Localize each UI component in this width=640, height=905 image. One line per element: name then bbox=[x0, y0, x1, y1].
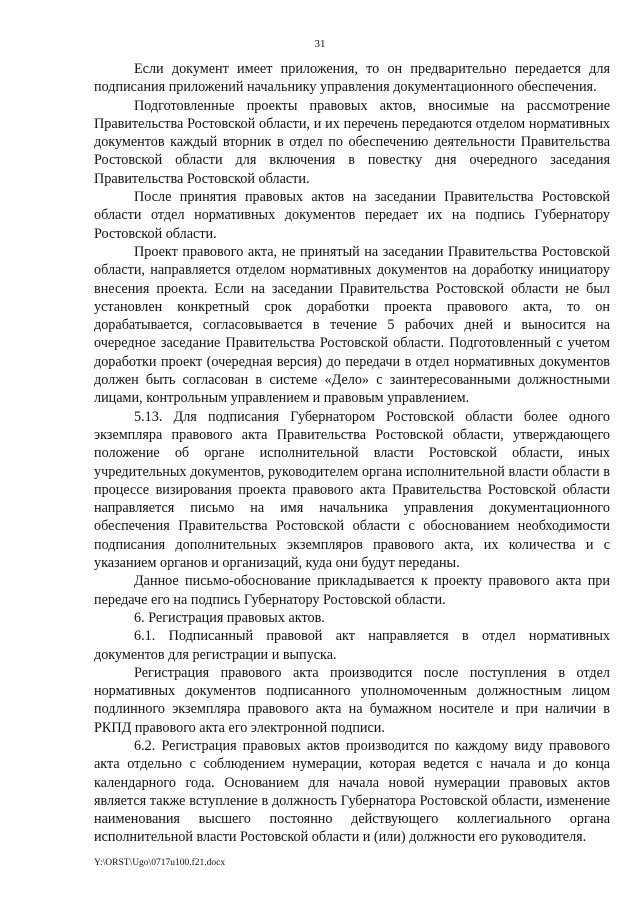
paragraph-6-1: 6.1. Подписанный правовой акт направляется в отдел нормативных документов для регистрации и выпуска. bbox=[94, 628, 610, 663]
paragraph-5-13: 5.13. Для подписания Губернатором Ростовской области более одного экземпляра правового акта Правительства Ростовской области, утверждающего положение об органе исполнительной власти Ростовской области, иных учредительных документов, руководителем органа исполнительной власти области в процессе визирования проекта правового акта Правительства Ростовской области направляется письмо на имя начальника управления документационного обеспечения Правительства Ростовской области с обоснованием необходимости подписания дополнительных экземпляров правового акта, их количества и с указанием органов и организаций, куда они будут переданы. bbox=[94, 408, 610, 572]
footer-file-path: Y:\ORST\Ugo\0717u100.f21.docx bbox=[94, 858, 226, 868]
page-number: 31 bbox=[314, 38, 326, 50]
document-body bbox=[94, 60, 610, 847]
paragraph-registration: Регистрация правового акта производится после поступления в отдел нормативных документов подписанного уполномоченным должностным лицом подлинного экземпляра правового акта на бумажном носителе и при наличии в РКПД правового акта его электронной подписи. bbox=[94, 664, 610, 736]
paragraph-draft-submission: Подготовленные проекты правовых актов, вносимые на рассмотрение Правительства Ростовской области, и их перечень передаются отделом нормативных документов каждый вторник в отдел по обеспечению деятельности Правительства Ростовской области для включения в повестку дня очередного заседания Правительства Ростовской области. bbox=[94, 97, 610, 187]
section-heading-6: 6. Регистрация правовых актов. bbox=[134, 609, 325, 626]
paragraph-after-adoption: После принятия правовых актов на заседании Правительства Ростовской области отдел нормативных документов передает их на подпись Губернатору Ростовской области. bbox=[94, 189, 610, 242]
paragraph-rejected-draft: Проект правового акта, не принятый на заседании Правительства Ростовской области, направляется отделом нормативных документов на доработку инициатору внесения проекта. Если на заседании Правительства Ростовской области не был установлен конкретный срок доработки проекта правового акта, то он дорабатывается, согласовывается в течение 5 рабочих дней и выносится на очередное заседание Правительства Ростовской области. Подготовленный с учетом доработки проект (очередная версия) до передачи в отдел нормативных документов должен быть согласован в системе «Дело» с заинтересованными должностными лицами, контрольным управлением и правовым управлением. bbox=[94, 243, 610, 407]
paragraph-attachments: Если документ имеет приложения, то он предварительно передается для подписания приложений начальнику управления документационного обеспечения. bbox=[94, 61, 610, 96]
paragraph-6-2: 6.2. Регистрация правовых актов производится по каждому виду правового акта отдельно с соблюдением нумерации, которая ведется с начала и до конца календарного года. Основанием для начала новой нумерации правовых актов является также вступление в должность Губернатора Ростовской области, изменение наименования высшего постоянно действующего коллегиального органа исполнительной власти Ростовской области и (или) должности его руководителя. bbox=[94, 737, 610, 846]
paragraph-justification-letter: Данное письмо-обоснование прикладывается к проекту правового акта при передаче его на подпись Губернатору Ростовской области. bbox=[94, 573, 610, 608]
